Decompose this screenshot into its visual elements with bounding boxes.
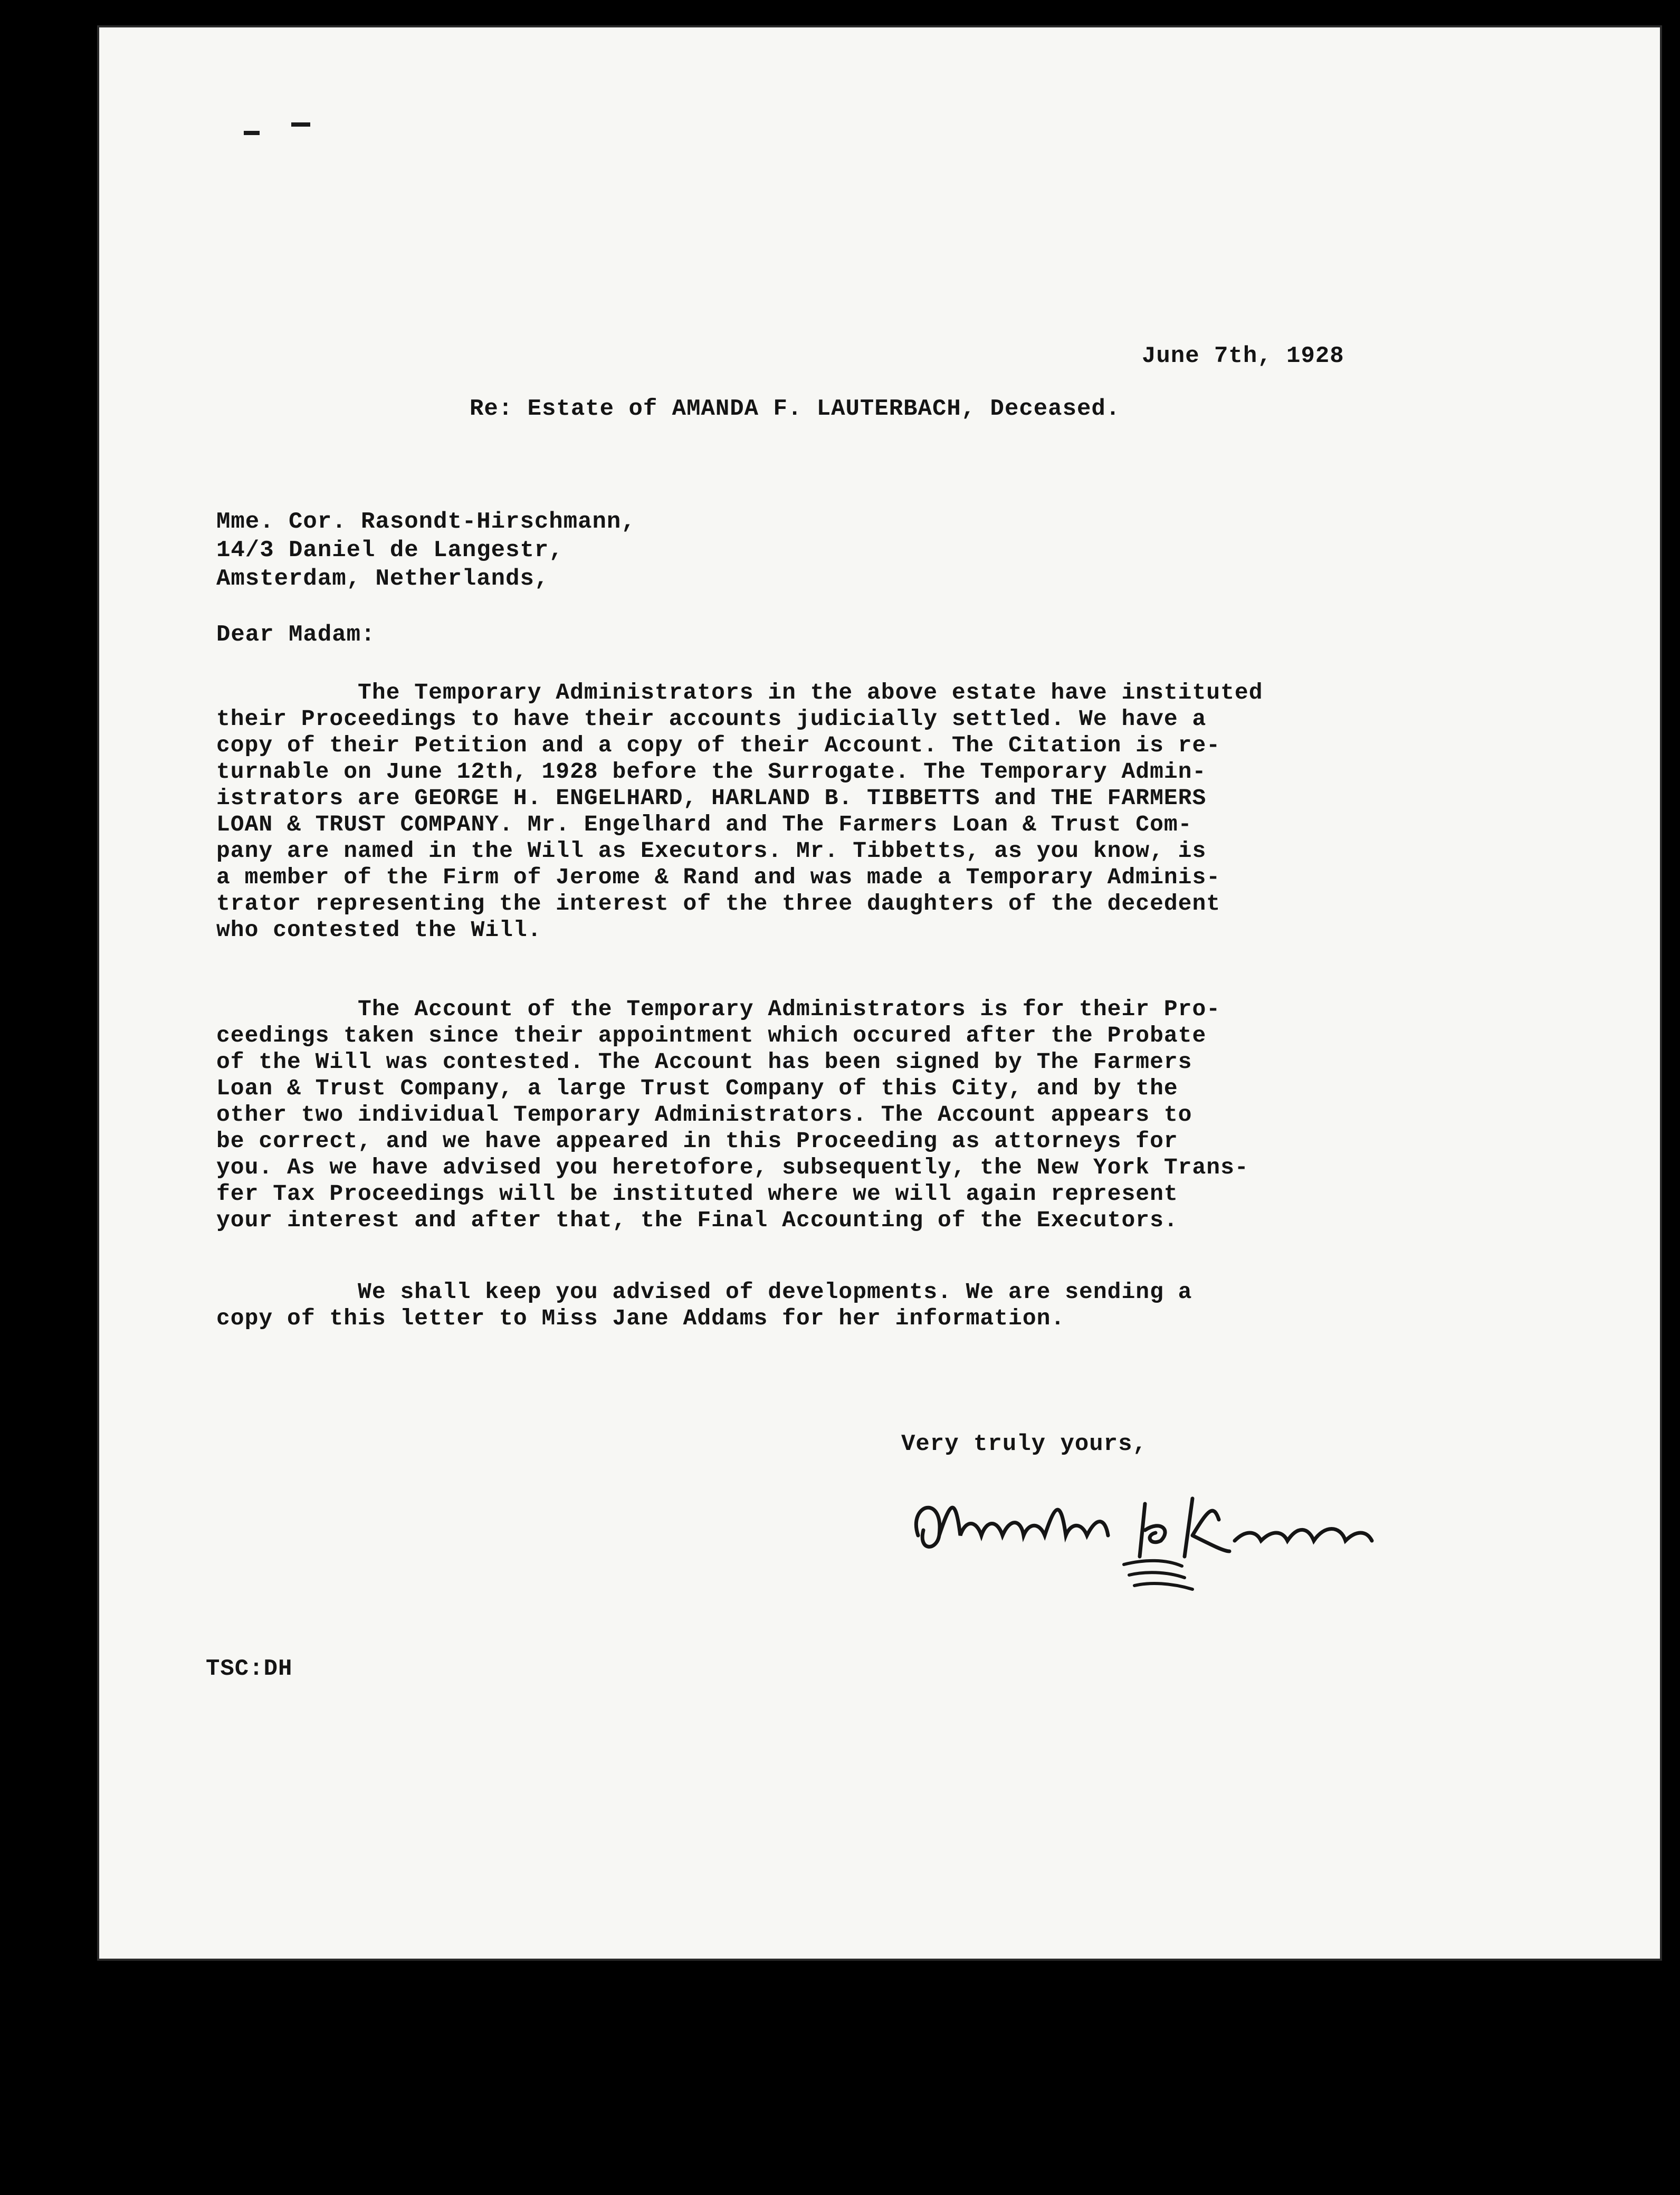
- scan-speck: [291, 122, 310, 127]
- letter-date: June 7th, 1928: [1142, 343, 1344, 369]
- body-line: you. As we have advised you heretofore, subsequently, the New York Trans-: [216, 1154, 1249, 1180]
- body-line: trator representing the interest of the three daughters of the decedent: [216, 891, 1221, 917]
- body-line: who contested the Will.: [216, 917, 542, 943]
- body-line: your interest and after that, the Final Accounting of the Executors.: [216, 1207, 1178, 1233]
- body-line: Loan & Trust Company, a large Trust Company of this City, and by the: [216, 1075, 1178, 1101]
- body-line: their Proceedings to have their accounts judicially settled. We have a: [216, 706, 1207, 732]
- body-line: The Temporary Administrators in the above estate have instituted: [216, 680, 1263, 705]
- salutation: Dear Madam:: [216, 622, 376, 648]
- body-line: copy of their Petition and a copy of their Account. The Citation is re-: [216, 732, 1221, 758]
- body-line: istrators are GEORGE H. ENGELHARD, HARLAND B. TIBBETTS and THE FARMERS: [216, 785, 1207, 811]
- recipient-name: Mme. Cor. Rasondt-Hirschmann,: [216, 509, 636, 535]
- body-line: be correct, and we have appeared in this Proceeding as attorneys for: [216, 1128, 1178, 1154]
- paragraph-1: [216, 680, 1263, 943]
- recipient-street: 14/3 Daniel de Langestr,: [216, 537, 564, 564]
- body-line: LOAN & TRUST COMPANY. Mr. Engelhard and The Farmers Loan & Trust Com-: [216, 812, 1192, 837]
- scan-background: [0, 1961, 1680, 2195]
- reference-initials: TSC:DH: [206, 1656, 293, 1682]
- body-line: fer Tax Proceedings will be instituted where we will again represent: [216, 1181, 1178, 1207]
- subject-line: Re: Estate of AMANDA F. LAUTERBACH, Deceased.: [470, 396, 1121, 422]
- body-line: ceedings taken since their appointment which occured after the Probate: [216, 1023, 1207, 1048]
- closing: Very truly yours,: [901, 1431, 1147, 1457]
- body-line: a member of the Firm of Jerome & Rand and was made a Temporary Adminis-: [216, 864, 1221, 890]
- paragraph-3: [216, 1279, 1192, 1332]
- body-line: copy of this letter to Miss Jane Addams for her information.: [216, 1305, 1065, 1331]
- body-line: of the Will was contested. The Account has been signed by The Farmers: [216, 1049, 1192, 1075]
- body-line: other two individual Temporary Administrators. The Account appears to: [216, 1102, 1192, 1128]
- body-line: The Account of the Temporary Administrators is for their Pro-: [216, 996, 1221, 1022]
- paragraph-2: [216, 996, 1249, 1234]
- body-line: pany are named in the Will as Executors. Mr. Tibbetts, as you know, is: [216, 838, 1207, 864]
- recipient-address: [216, 508, 636, 593]
- handwritten-signature: [897, 1472, 1404, 1599]
- scan-speck: [244, 131, 260, 135]
- letter-page: [97, 25, 1662, 1961]
- recipient-city: Amsterdam, Netherlands,: [216, 566, 549, 592]
- body-line: turnable on June 12th, 1928 before the Surrogate. The Temporary Admin-: [216, 759, 1207, 785]
- body-line: We shall keep you advised of developments. We are sending a: [216, 1279, 1192, 1305]
